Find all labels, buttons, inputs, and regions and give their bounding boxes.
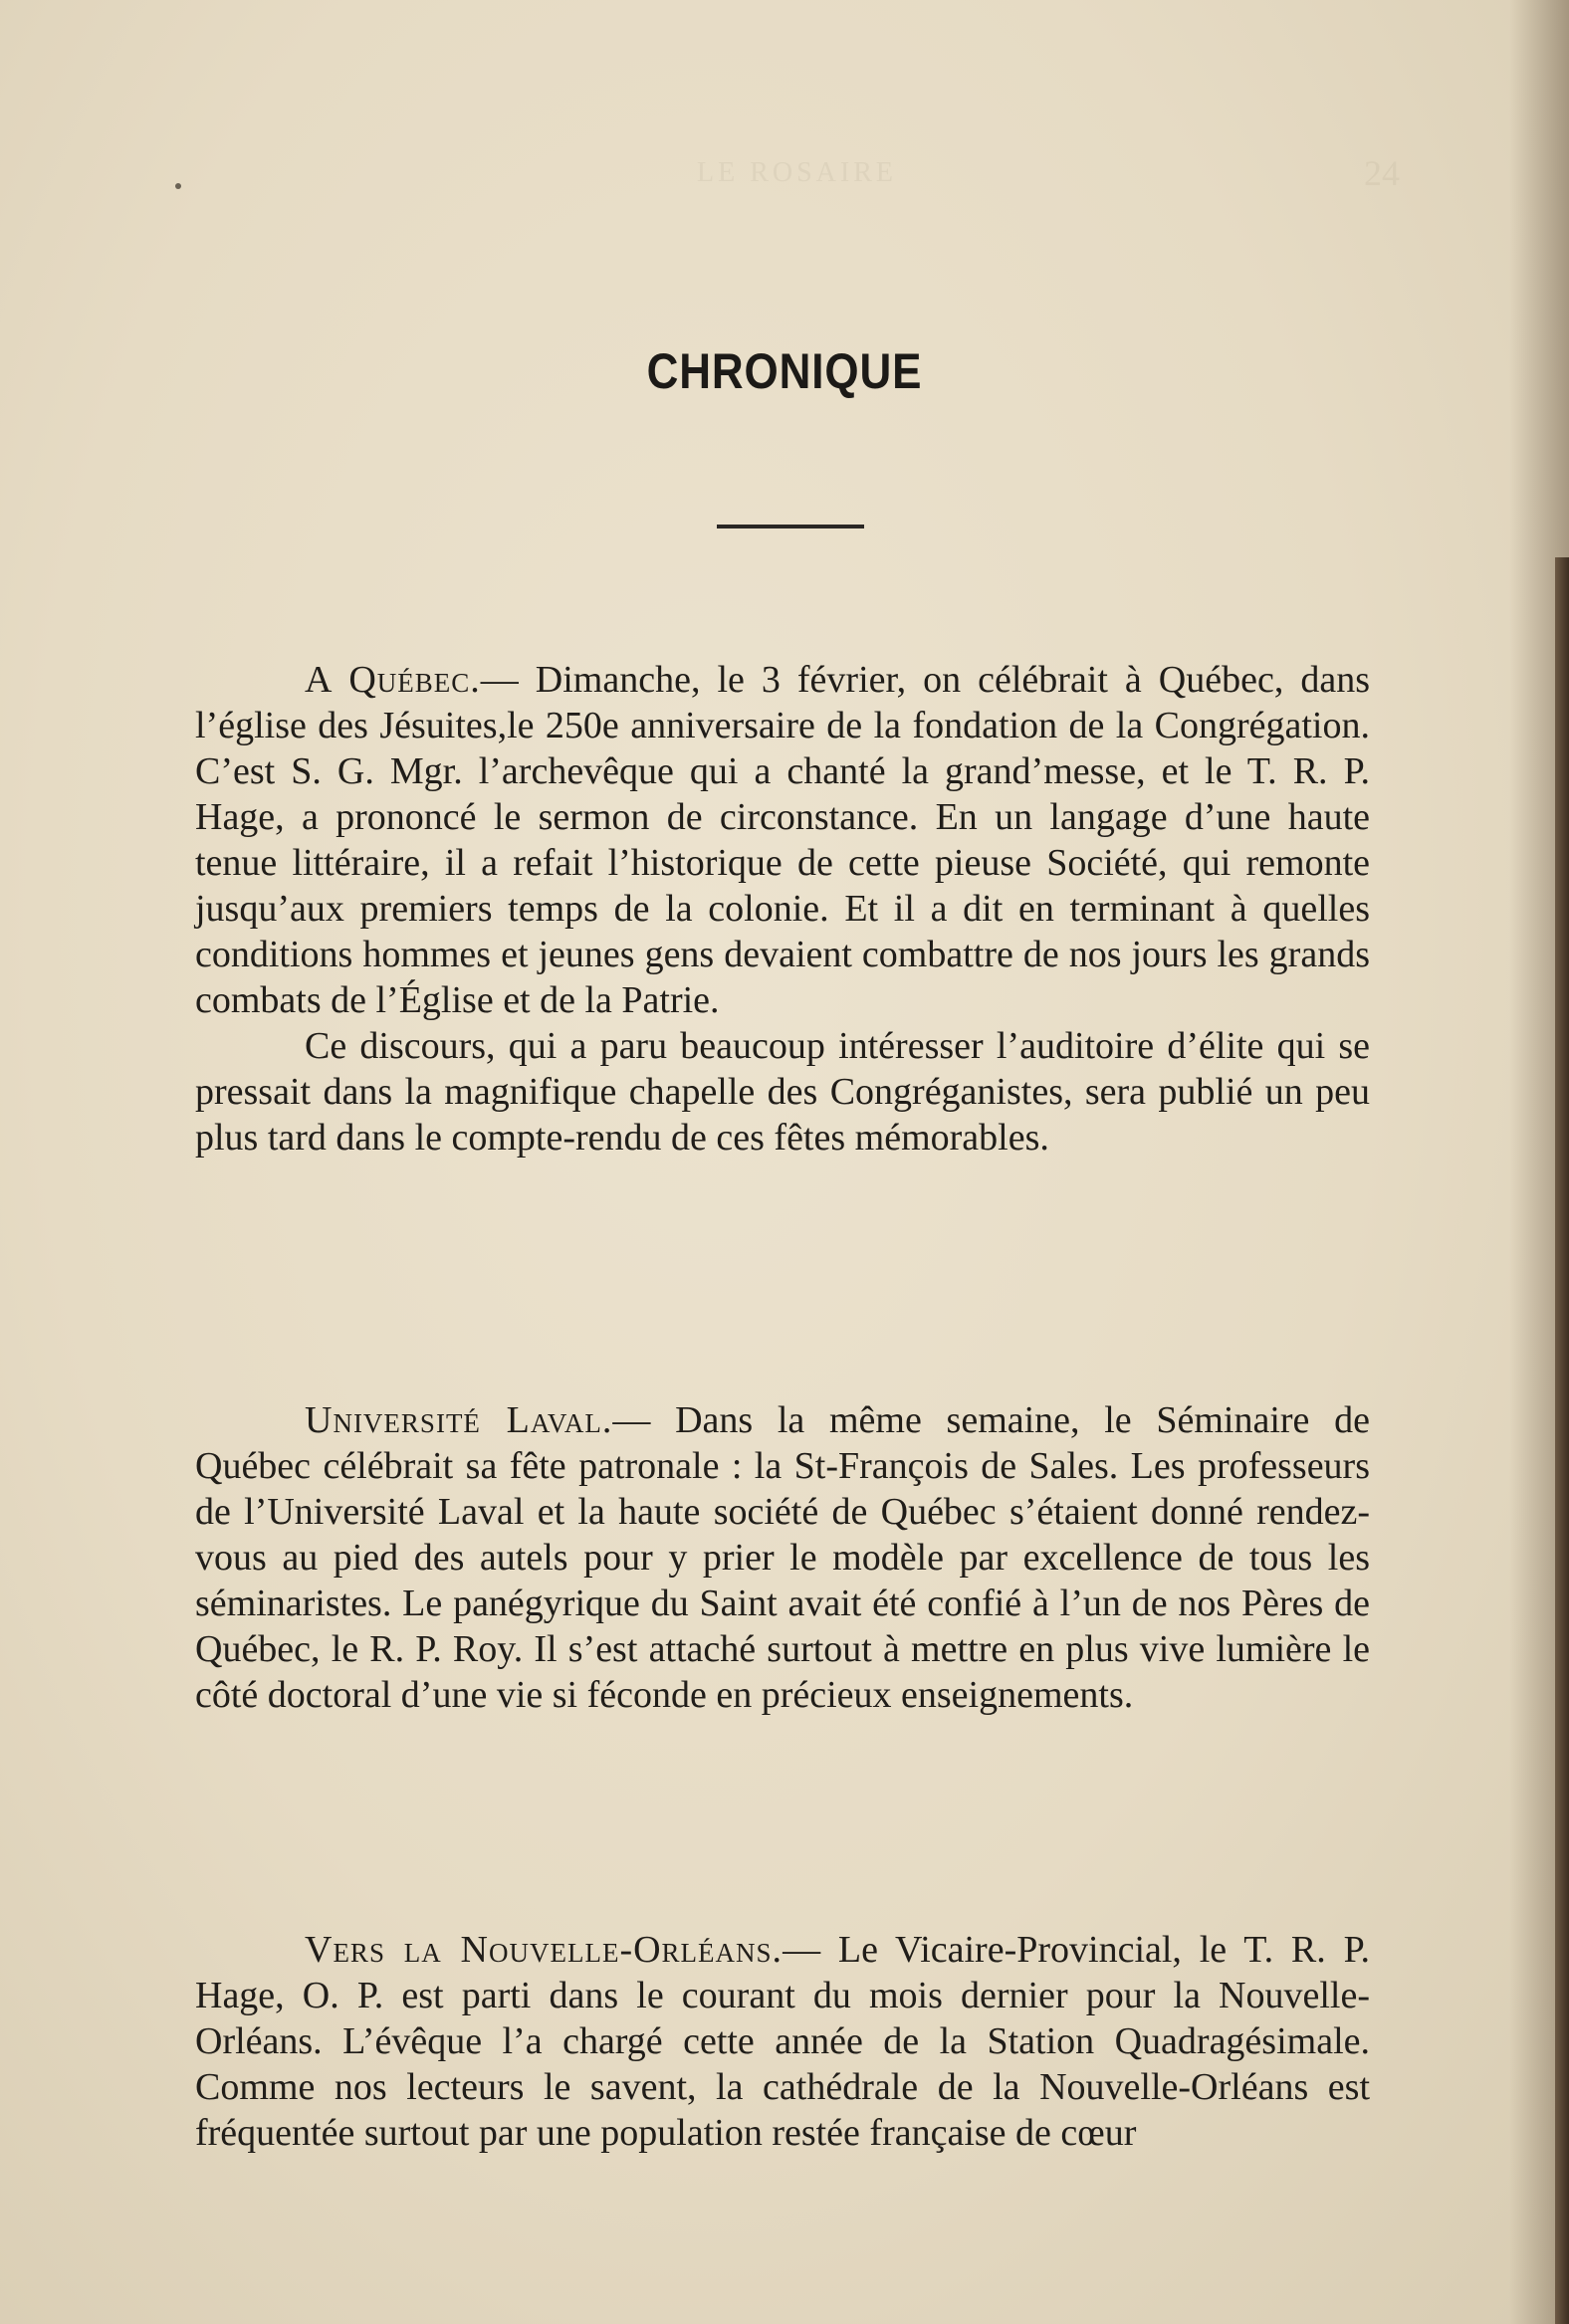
bleed-through-header: LE ROSAIRE	[697, 157, 897, 188]
page-title: CHRONIQUE	[646, 343, 923, 399]
paragraph	[195, 657, 1370, 1023]
paragraph	[195, 1397, 1370, 1718]
paragraph-text: — Dans la même semaine, le Séminaire de Québec célébrait sa fête patronale : la St-François de Sales. Les professeurs de l’Université Laval et la haute société de Québec s’étaient donné rendez-vous au pied des autels pour y prier le modèle par excellence de tous les séminaristes. Le panégyrique du Saint avait été confié à l’un de nos Pères de Québec, le R. P. Roy. Il s’est attaché surtout à mettre en plus vive lumière le côté doctoral d’une vie si féconde en précieux enseignements.	[195, 1399, 1370, 1716]
paragraph: Ce discours, qui a paru beaucoup intéresser l’auditoire d’élite qui se pressait dans la magnifique chapelle des Congréganistes, sera publié un peu plus tard dans le compte-rendu de ces fêtes mémorables.	[195, 1025, 1370, 1159]
paragraph	[195, 1927, 1370, 2156]
section-universite-laval	[195, 1397, 1370, 1718]
section-vers-la-nouvelle-orleans	[195, 1927, 1370, 2156]
section-a-quebec	[195, 657, 1370, 1161]
section-heading: Université Laval.	[305, 1399, 613, 1441]
book-edge	[1555, 557, 1569, 2324]
bleed-through-page-number: 24	[1364, 153, 1400, 193]
paragraph-text: — Le Vicaire-Provincial, le T. R. P. Hage, O. P. est parti dans le courant du mois dernier pour la Nouvelle-Orléans. L’évêque l’a chargé cette année de la Station Quadragésimale. Comme nos lecteurs le savent, la cathédrale de la Nouvelle-Orléans est fréquentée surtout par une population restée française de cœur	[195, 1929, 1370, 2154]
ink-dot	[175, 183, 181, 189]
title-rule	[717, 525, 864, 528]
section-heading: Vers la Nouvelle-Orléans.	[305, 1929, 784, 1971]
section-heading: A Québec.	[305, 659, 481, 701]
paragraph-text: — Dimanche, le 3 février, on célébrait à Québec, dans l’église des Jésuites,le 250e anniversaire de la fondation de la Congrégation. C’est S. G. Mgr. l’archevêque qui a chanté la grand’messe, et le T. R. P. Hage, a prononcé le sermon de circonstance. En un langage d’une haute tenue littéraire, il a refait l’historique de cette pieuse Société, qui remonte jusqu’aux premiers temps de la colonie. Et il a dit en terminant à quelles conditions hommes et jeunes gens devaient combattre de nos jours les grands combats de l’Église et de la Patrie.	[195, 659, 1370, 1021]
